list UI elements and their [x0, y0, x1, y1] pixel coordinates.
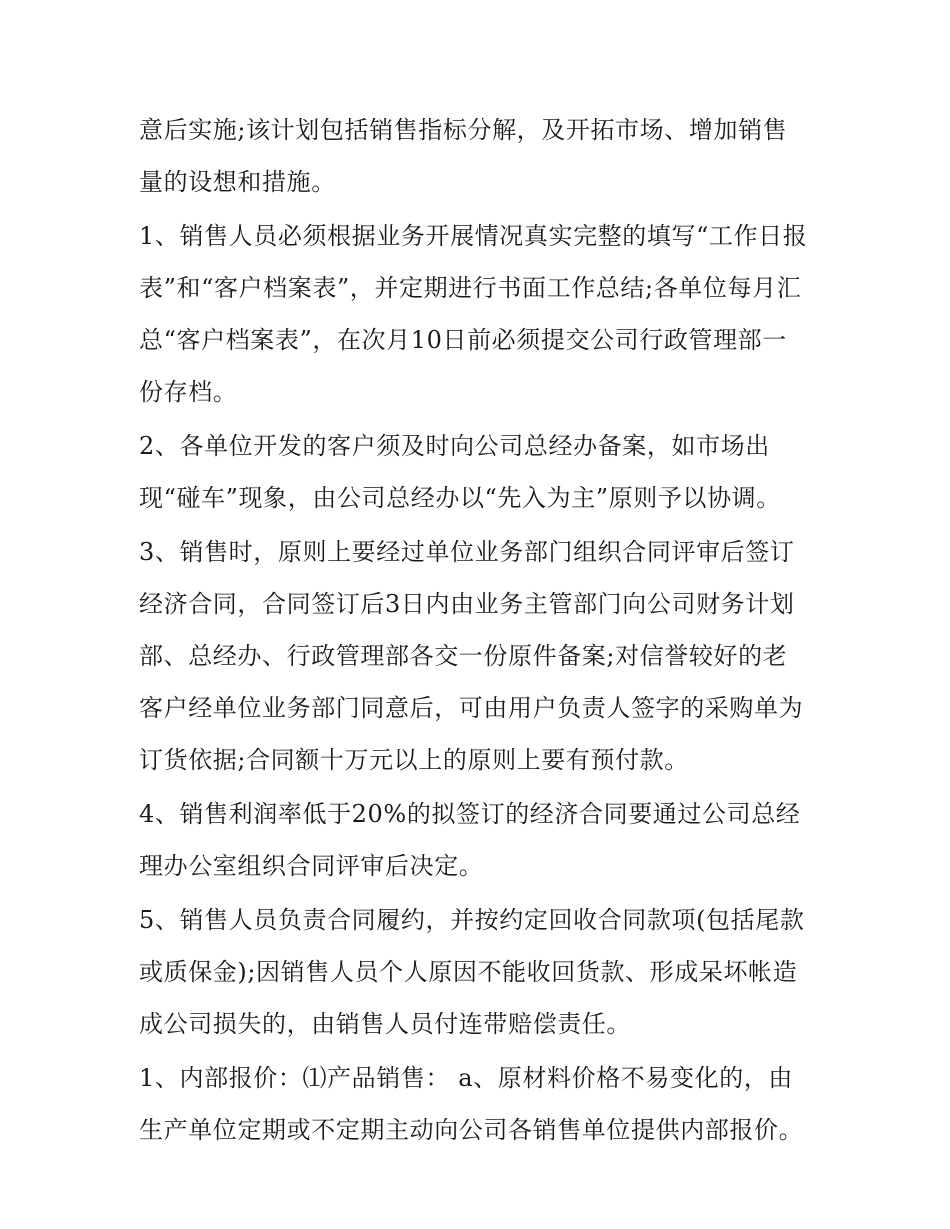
text-line: 经济合同，合同签订后3日内由业务主管部门向公司财务计划 [139, 590, 795, 618]
text-line: 2、各单位开发的客户须及时向公司总经办备案，如市场出 [139, 432, 770, 460]
paragraph-item-4 [139, 788, 819, 892]
text-line: 5、销售人员负责合同履约，并按约定回收合同款项(包括尾款 [139, 906, 805, 934]
document-body [139, 104, 819, 1158]
text-line: 4、销售利润率低于20%的拟签订的经济合同要通过公司总经 [139, 800, 801, 828]
paragraph-internal-quote [139, 1052, 819, 1156]
paragraph-item-1 [139, 210, 819, 418]
text-line: 1、内部报价：⑴产品销售： a、原材料价格不易变化的，由 [139, 1064, 794, 1092]
text-line: 表”和“客户档案表”，并定期进行书面工作总结;各单位每月汇 [139, 274, 802, 302]
paragraph-item-2 [139, 420, 819, 524]
text-line: 成公司损失的，由销售人员付连带赔偿责任。 [139, 1010, 631, 1038]
paragraph-item-3 [139, 526, 819, 786]
text-line: 订货依据;合同额十万元以上的原则上要有预付款。 [139, 746, 689, 774]
text-line: 现“碰车”现象，由公司总经办以“先入为主”原则予以协调。 [139, 484, 781, 512]
text-line: 客户经单位业务部门同意后，可由用户负责人签字的采购单为 [139, 694, 804, 722]
text-line: 理办公室组织合同评审后决定。 [139, 852, 484, 880]
paragraph-item-5 [139, 894, 819, 1050]
text-line: 生产单位定期或不定期主动向公司各销售单位提供内部报价。 [139, 1116, 804, 1144]
text-line: 份存档。 [139, 378, 238, 406]
text-line: 意后实施;该计划包括销售指标分解，及开拓市场、增加销售 [139, 116, 788, 144]
text-line: 1、销售人员必须根据业务开展情况真实完整的填写“工作日报 [139, 222, 808, 250]
text-line: 量的设想和措施。 [139, 168, 336, 196]
paragraph-intro [139, 104, 819, 208]
text-line: 或质保金);因销售人员个人原因不能收回货款、形成呆坏帐造 [139, 958, 798, 986]
text-line: 总“客户档案表”，在次月10日前必须提交公司行政管理部一 [139, 326, 787, 354]
text-line: 3、销售时，原则上要经过单位业务部门组织合同评审后签订 [139, 538, 795, 566]
text-line: 部、总经办、行政管理部各交一份原件备案;对信誉较好的老 [139, 642, 788, 670]
